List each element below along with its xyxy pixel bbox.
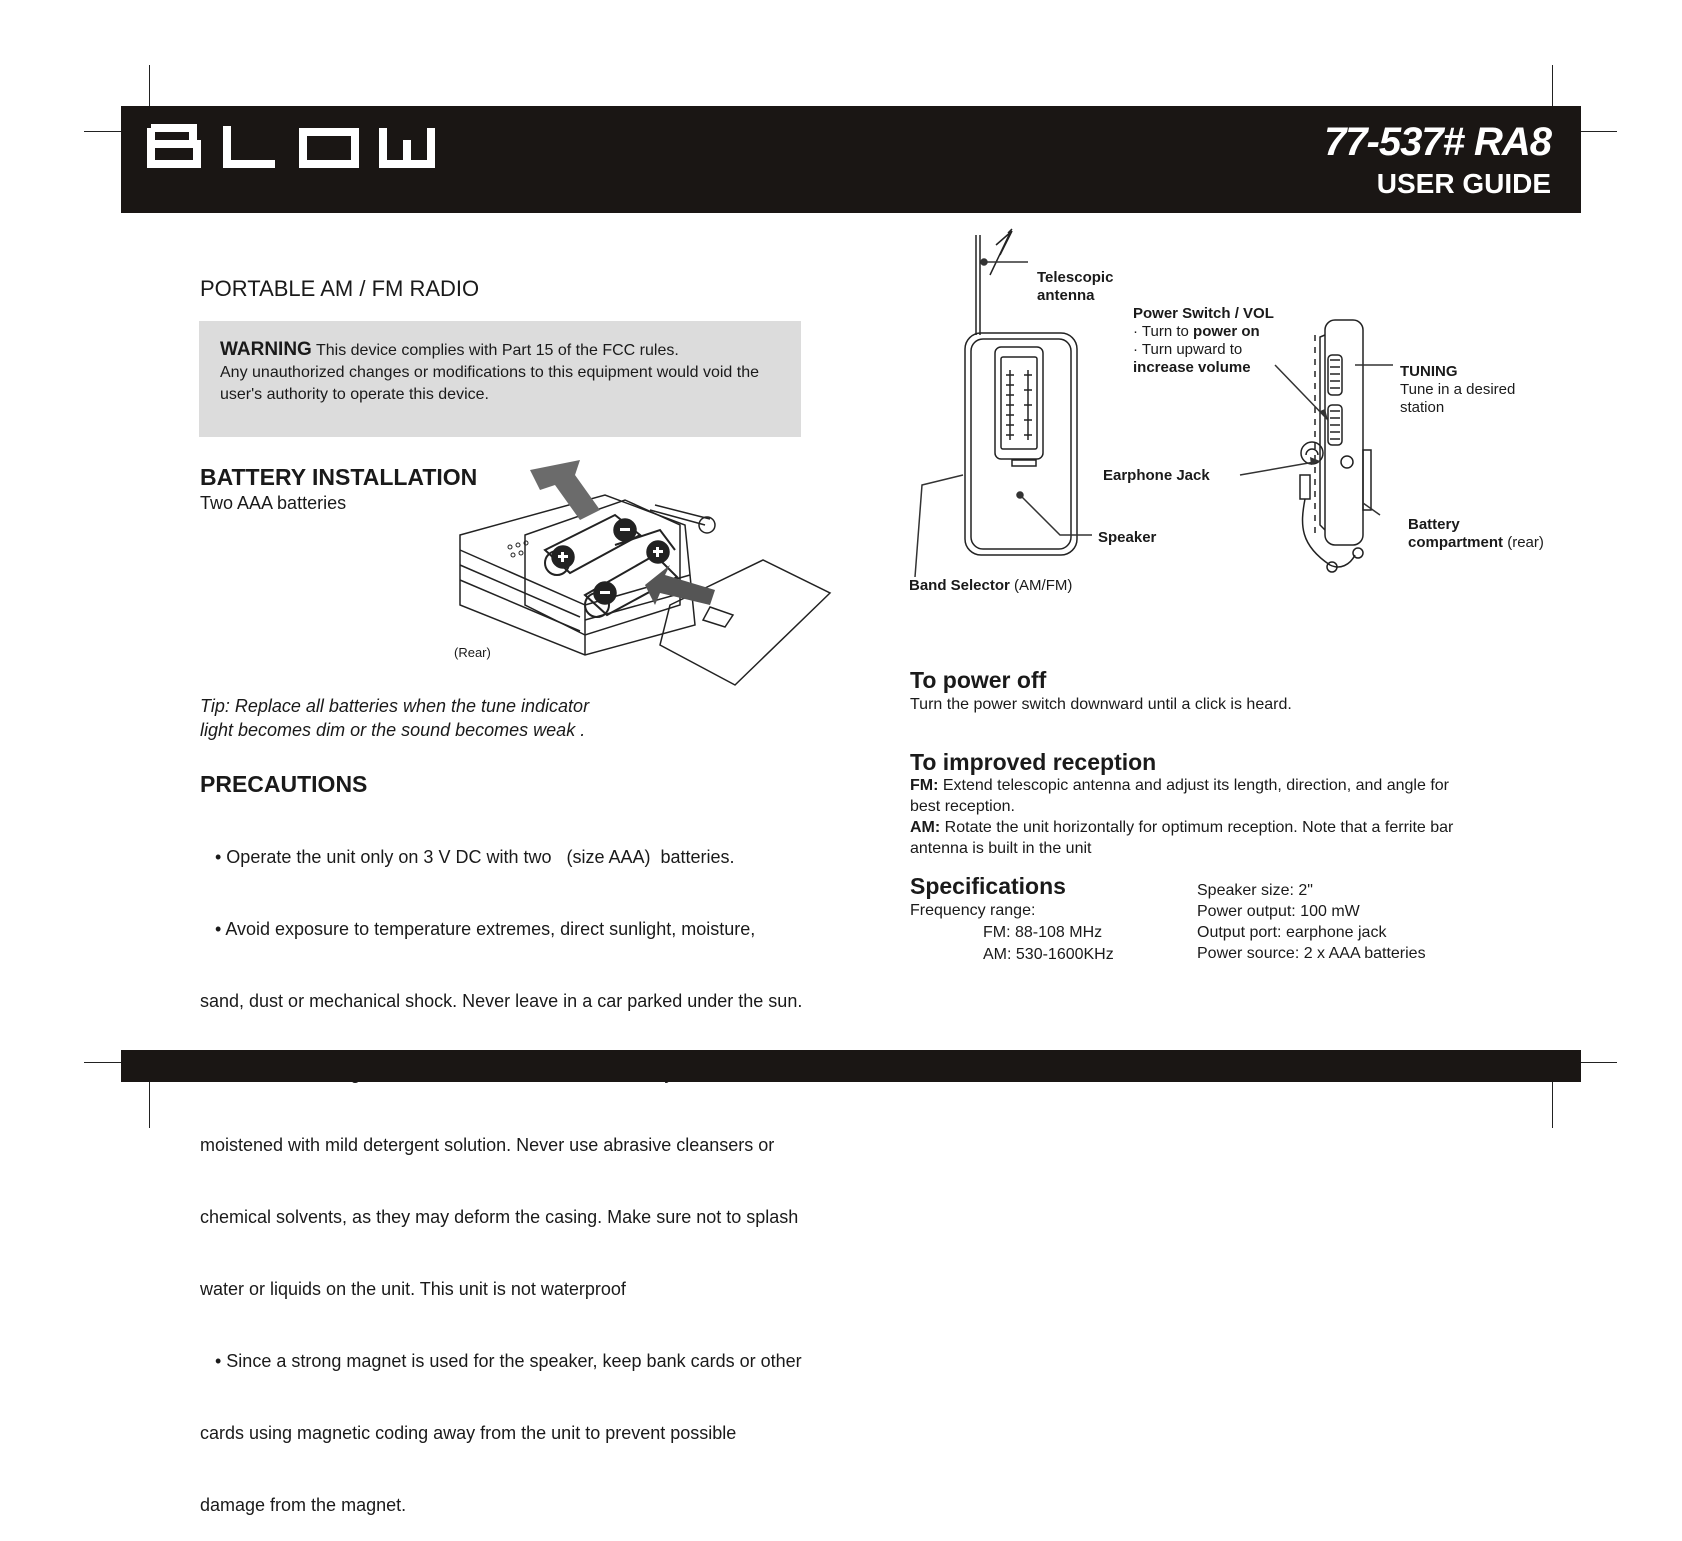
tip-text bbox=[200, 694, 589, 742]
model-number: 77-537# RA8 bbox=[1324, 120, 1551, 164]
fm-range: FM: 88-108 MHz bbox=[983, 924, 1103, 941]
band-selector-label bbox=[909, 577, 1072, 595]
power-switch-line: · Turn to bbox=[1133, 323, 1194, 340]
battery-compartment-label bbox=[1408, 516, 1544, 552]
precaution-line: • Avoid exposure to temperature extremes, direct sunlight, moisture, bbox=[200, 919, 756, 939]
tip-line: light becomes dim or the sound becomes weak . bbox=[200, 720, 586, 740]
product-title: PORTABLE AM / FM RADIO bbox=[200, 276, 480, 301]
warning-line: This device complies with Part 15 of the FCC rules. bbox=[315, 342, 679, 359]
precaution-line: cards using magnetic coding away from the unit to prevent possible bbox=[200, 1423, 737, 1443]
precaution-line: chemical solvents, as they may deform the casing. Make sure not to splash bbox=[200, 1207, 799, 1227]
battery-subtitle: Two AAA batteries bbox=[200, 493, 347, 513]
power-switch-line: increase volume bbox=[1133, 359, 1251, 376]
reception-heading: To improved reception bbox=[910, 749, 1157, 775]
antenna-label bbox=[1037, 269, 1113, 305]
freq-label: Frequency range: bbox=[910, 902, 1036, 919]
precaution-line: moistened with mild detergent solution. Never use abrasive cleansers or bbox=[200, 1135, 775, 1155]
precautions-heading: PRECAUTIONS bbox=[200, 771, 368, 797]
power-output: Power output: 100 mW bbox=[1197, 903, 1360, 920]
earphone-jack-label bbox=[1103, 467, 1210, 485]
guide-title: USER GUIDE bbox=[1376, 168, 1551, 199]
power-switch-label bbox=[1133, 305, 1274, 377]
power-off-text: Turn the power switch downward until a click is heard. bbox=[910, 696, 1292, 713]
power-switch-line: · Turn upward to bbox=[1133, 341, 1243, 358]
fm-text: Extend telescopic antenna and adjust its length, direction, and angle for bbox=[938, 777, 1449, 794]
footer-bar bbox=[121, 1050, 1581, 1082]
warning-label: WARNING bbox=[220, 339, 312, 360]
tuning-title: TUNING bbox=[1400, 363, 1458, 380]
tuning-label bbox=[1400, 363, 1515, 417]
antenna-label-line: antenna bbox=[1037, 287, 1095, 304]
power-switch-title: Power Switch / VOL bbox=[1133, 305, 1274, 322]
power-off-heading: To power off bbox=[910, 667, 1047, 693]
tuning-line: station bbox=[1400, 399, 1445, 416]
speaker-title: Speaker bbox=[1098, 529, 1157, 546]
antenna-label-line: Telescopic bbox=[1037, 269, 1114, 286]
battery-heading: BATTERY INSTALLATION bbox=[200, 464, 478, 490]
rear-label: (Rear) bbox=[454, 645, 491, 660]
output-port: Output port: earphone jack bbox=[1197, 924, 1387, 941]
precaution-line: • Operate the unit only on 3 V DC with two (size AAA) batteries. bbox=[200, 847, 735, 867]
speaker-label bbox=[1098, 529, 1156, 547]
header-bar bbox=[121, 106, 1581, 213]
reception-text bbox=[910, 775, 1550, 859]
band-selector-title: Band Selector bbox=[909, 577, 1010, 594]
precaution-line: damage from the magnet. bbox=[200, 1495, 407, 1515]
battery-compartment-line: compartment bbox=[1408, 534, 1504, 551]
specs-heading: Specifications bbox=[910, 873, 1066, 899]
earphone-jack-title: Earphone Jack bbox=[1103, 467, 1210, 484]
power-source: Power source: 2 x AAA batteries bbox=[1197, 945, 1426, 962]
am-text: Rotate the unit horizontally for optimum reception. Note that a ferrite bar bbox=[940, 819, 1454, 836]
warning-line: Any unauthorized changes or modifications to this equipment would void the bbox=[220, 364, 759, 381]
battery-compartment-line: Battery bbox=[1408, 516, 1460, 533]
am-text: antenna is built in the unit bbox=[910, 840, 1092, 857]
band-selector-note: (AM/FM) bbox=[1009, 577, 1073, 594]
battery-compartment-line: (rear) bbox=[1503, 534, 1544, 551]
spec-column bbox=[1197, 880, 1426, 964]
speaker-size: Speaker size: 2" bbox=[1197, 882, 1313, 899]
precaution-line: water or liquids on the unit. This unit is not waterproof bbox=[200, 1279, 626, 1299]
fm-label: FM: bbox=[910, 777, 939, 794]
precaution-line: • Since a strong magnet is used for the speaker, keep bank cards or other bbox=[200, 1351, 802, 1371]
precautions-list bbox=[200, 797, 810, 1541]
am-label: AM: bbox=[910, 819, 941, 836]
warning-line: user's authority to operate this device. bbox=[220, 386, 489, 403]
battery-illustration bbox=[455, 455, 835, 690]
fm-text: best reception. bbox=[910, 798, 1015, 815]
warning-box bbox=[199, 321, 801, 437]
tip-line: Tip: Replace all batteries when the tune indicator bbox=[200, 696, 590, 716]
brand-logo bbox=[147, 124, 437, 168]
power-switch-line: power on bbox=[1193, 323, 1260, 340]
precaution-line: sand, dust or mechanical shock. Never leave in a car parked under the sun. bbox=[200, 991, 803, 1011]
warning-text bbox=[220, 339, 790, 406]
am-range: AM: 530-1600KHz bbox=[983, 946, 1114, 963]
tuning-line: Tune in a desired bbox=[1400, 381, 1516, 398]
